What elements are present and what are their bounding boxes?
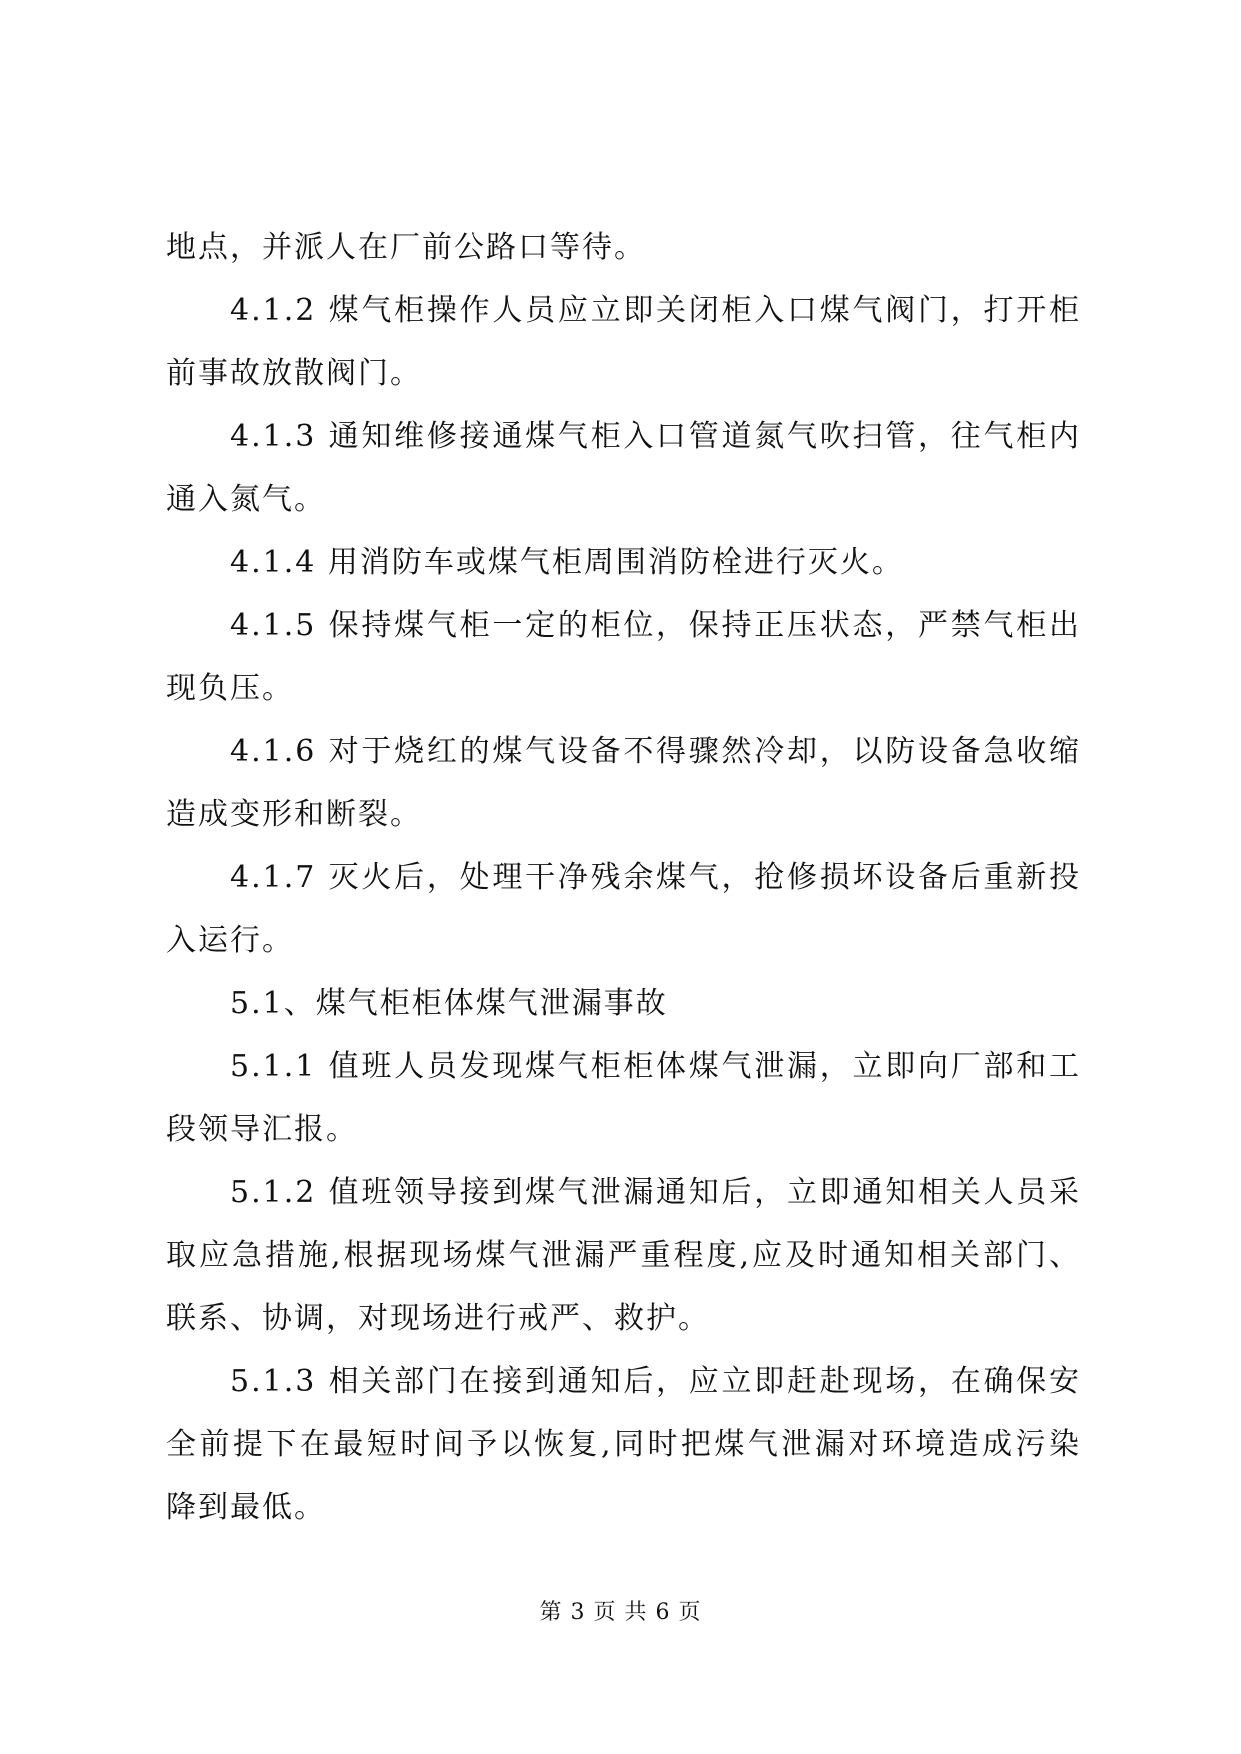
paragraph-line: 现负压。 — [166, 671, 294, 706]
paragraph-line: 降到最低。 — [166, 1490, 326, 1525]
paragraph-line: 入运行。 — [166, 923, 294, 958]
paragraph-line: 4.1.4 用消防车或煤气柜周围消防栓进行灭火。 — [230, 545, 904, 580]
paragraph-line: 4.1.2 煤气柜操作人员应立即关闭柜入口煤气阀门，打开柜 — [230, 293, 1081, 328]
paragraph-line: 造成变形和断裂。 — [166, 797, 422, 832]
paragraph-line: 联系、协调，对现场进行戒严、救护。 — [166, 1301, 710, 1336]
paragraph-line: 全前提下在最短时间予以恢复,同时把煤气泄漏对环境造成污染 — [166, 1427, 1081, 1462]
paragraph-line: 取应急措施,根据现场煤气泄漏严重程度,应及时通知相关部门、 — [166, 1238, 1081, 1273]
section-heading: 5.1、煤气柜柜体煤气泄漏事故 — [230, 986, 668, 1021]
paragraph-line: 5.1.3 相关部门在接到通知后，应立即赶赴现场，在确保安 — [230, 1364, 1081, 1399]
paragraph-line: 5.1.1 值班人员发现煤气柜柜体煤气泄漏，立即向厂部和工 — [230, 1049, 1081, 1084]
paragraph-line: 4.1.7 灭火后，处理干净残余煤气，抢修损坏设备后重新投 — [230, 860, 1081, 895]
paragraph-line: 地点，并派人在厂前公路口等待。 — [166, 230, 646, 265]
body-text — [166, 228, 1081, 1551]
paragraph-line: 前事故放散阀门。 — [166, 356, 422, 391]
paragraph-line: 通入氮气。 — [166, 482, 326, 517]
page-number-footer: 第 3 页 共 6 页 — [539, 1600, 702, 1625]
paragraph-line: 5.1.2 值班领导接到煤气泄漏通知后，立即通知相关人员采 — [230, 1175, 1081, 1210]
paragraph-line: 4.1.6 对于烧红的煤气设备不得骤然冷却，以防设备急收缩 — [230, 734, 1081, 769]
paragraph-line: 4.1.3 通知维修接通煤气柜入口管道氮气吹扫管，往气柜内 — [230, 419, 1081, 454]
paragraph-line: 4.1.5 保持煤气柜一定的柜位，保持正压状态，严禁气柜出 — [230, 608, 1081, 643]
paragraph-line: 段领导汇报。 — [166, 1112, 358, 1147]
